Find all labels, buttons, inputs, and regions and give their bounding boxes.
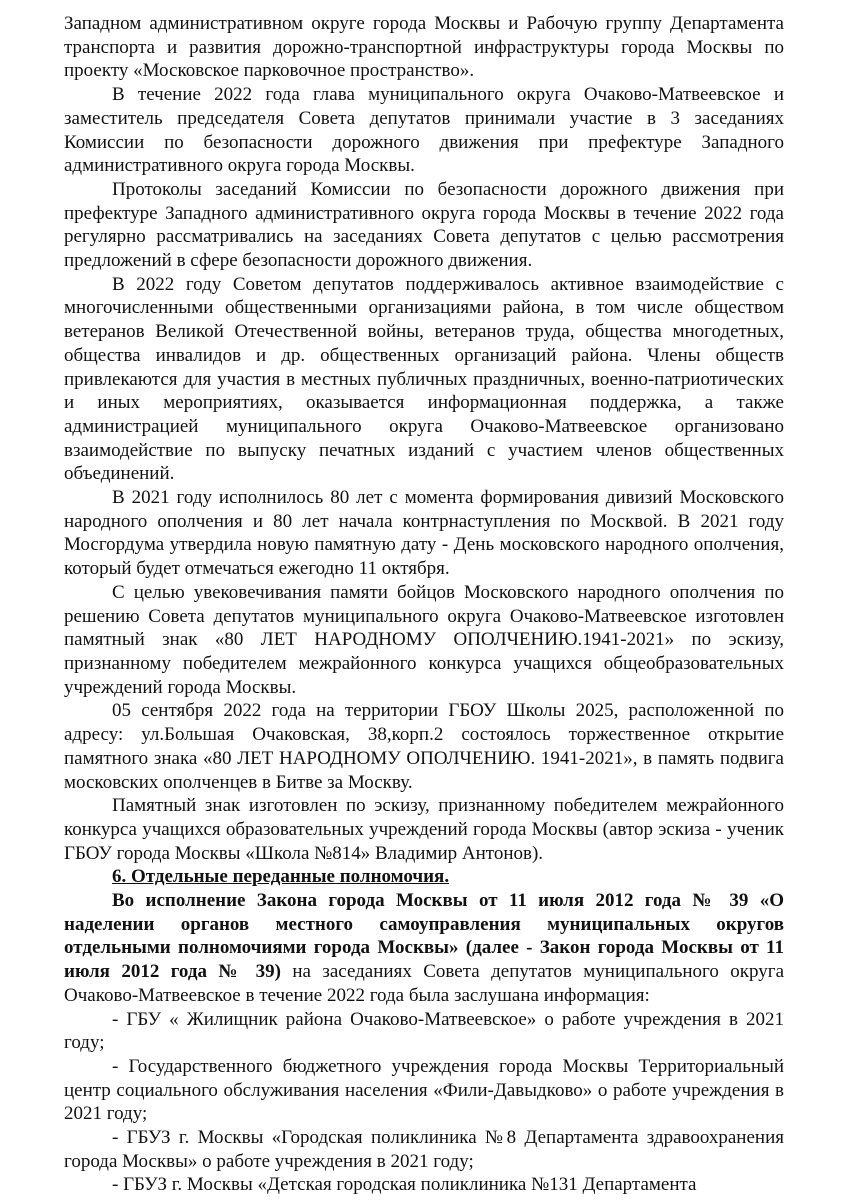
paragraph-1: Западном административном округе города Москвы и Рабочую группу Департамента транспорта и развития дорожно-транспортной инфраструктуры города Москвы по проекту «Московское парковочное пространство».: [64, 13, 784, 82]
section-heading: 6. Отдельные переданные полномочия.: [112, 866, 450, 888]
law-paragraph: [64, 889, 784, 1008]
paragraph-8: Памятный знак изготовлен по эскизу, признанному победителем межрайонного конкурса учащихся образовательных учреждений города Москвы (автор эскиза - ученик ГБОУ города Москвы «Школа №814» Владимир Антонов).: [64, 795, 784, 864]
paragraph-3: Протоколы заседаний Комиссии по безопасности дорожного движения при префектуре Западного административного округа города Москвы в течение 2022 года регулярно рассматривались на заседаниях Совета депутатов с целью рассмотрения предложений в сфере безопасности дорожного движения.: [64, 178, 784, 272]
paragraph-7: 05 сентября 2022 года на территории ГБОУ Школы 2025, расположенной по адресу: ул.Большая Очаковская, 38,корп.2 состоялось торжественное открытие памятного знака «80 ЛЕТ НАРОДНОМУ ОПОЛЧЕНИЮ. 1941-2021», в память подвига московских ополченцев в Битве за Москву.: [64, 700, 784, 793]
document-body: [64, 12, 784, 1197]
paragraph-5: В 2021 году исполнилось 80 лет с момента формирования дивизий Московского народного ополчения и 80 лет начала контрнаступления по Москвой. В 2021 году Мосгордума утвердила новую памятную дату - День московского народного ополчения, который будет отмечаться ежегодно 11 октября.: [64, 487, 784, 580]
list-item: - ГБУЗ г. Москвы «Детская городская поликлиника №131 Департамента: [112, 1174, 697, 1196]
law-paragraph-rest: на заседаниях Совета депутатов муниципального округа Очаково-Матвеевское в течение 2022 года была заслушана информация:: [64, 961, 784, 1006]
paragraph-4: В 2022 году Советом депутатов поддерживалось активное взаимодействие с многочисленными общественными организациями района, в том числе обществом ветеранов Великой Отечественной войны, ветеранов труда, общества многодетных, общества инвалидов и др. общественных организаций района. Члены обществ привлекаются для участия в местных публичных праздничных, военно-патриотических и иных мероприятиях, оказывается информационная поддержка, а также администрацией муниципального округа Очаково-Матвеевское организовано взаимодействие по выпуску печатных изданий с участием членов общественных объединений.: [64, 273, 784, 485]
list-item: - ГБУЗ г. Москвы «Городская поликлиника №8 Департамента здравоохранения города Москвы» о работе учреждения в 2021 году;: [64, 1127, 784, 1172]
paragraph-2: В течение 2022 года глава муниципального округа Очаково-Матвеевское и заместитель председателя Совета депутатов принимали участие в 3 заседаниях Комиссии по безопасности дорожного движения при префектуре Западного административного округа города Москвы.: [64, 84, 784, 177]
list-item: - ГБУ « Жилищник района Очаково-Матвеевское» о работе учреждения в 2021 году;: [64, 1008, 784, 1054]
list-item: - Государственного бюджетного учреждения города Москвы Территориальный центр социального обслуживания населения «Фили-Давыдково» о работе учреждения в 2021 году;: [64, 1055, 784, 1125]
paragraph-6: С целью увековечивания памяти бойцов Московского народного ополчения по решению Совета депутатов муниципального округа Очаково-Матвеевское изготовлен памятный знак «80 ЛЕТ НАРОДНОМУ ОПОЛЧЕНИЮ.1941-2021» по эскизу, признанному победителем межрайонного конкурса учащихся общеобразовательных учреждений города Москвы.: [64, 581, 784, 698]
law-paragraph-bold: Во исполнение Закона города Москвы от 11 июля 2012 года № 39 «О наделении органов местного самоуправления муниципальных округов отдельными полномочиями города Москвы» (далее - Закон города Москвы от 11 июля 2012 года № 39): [64, 890, 784, 983]
